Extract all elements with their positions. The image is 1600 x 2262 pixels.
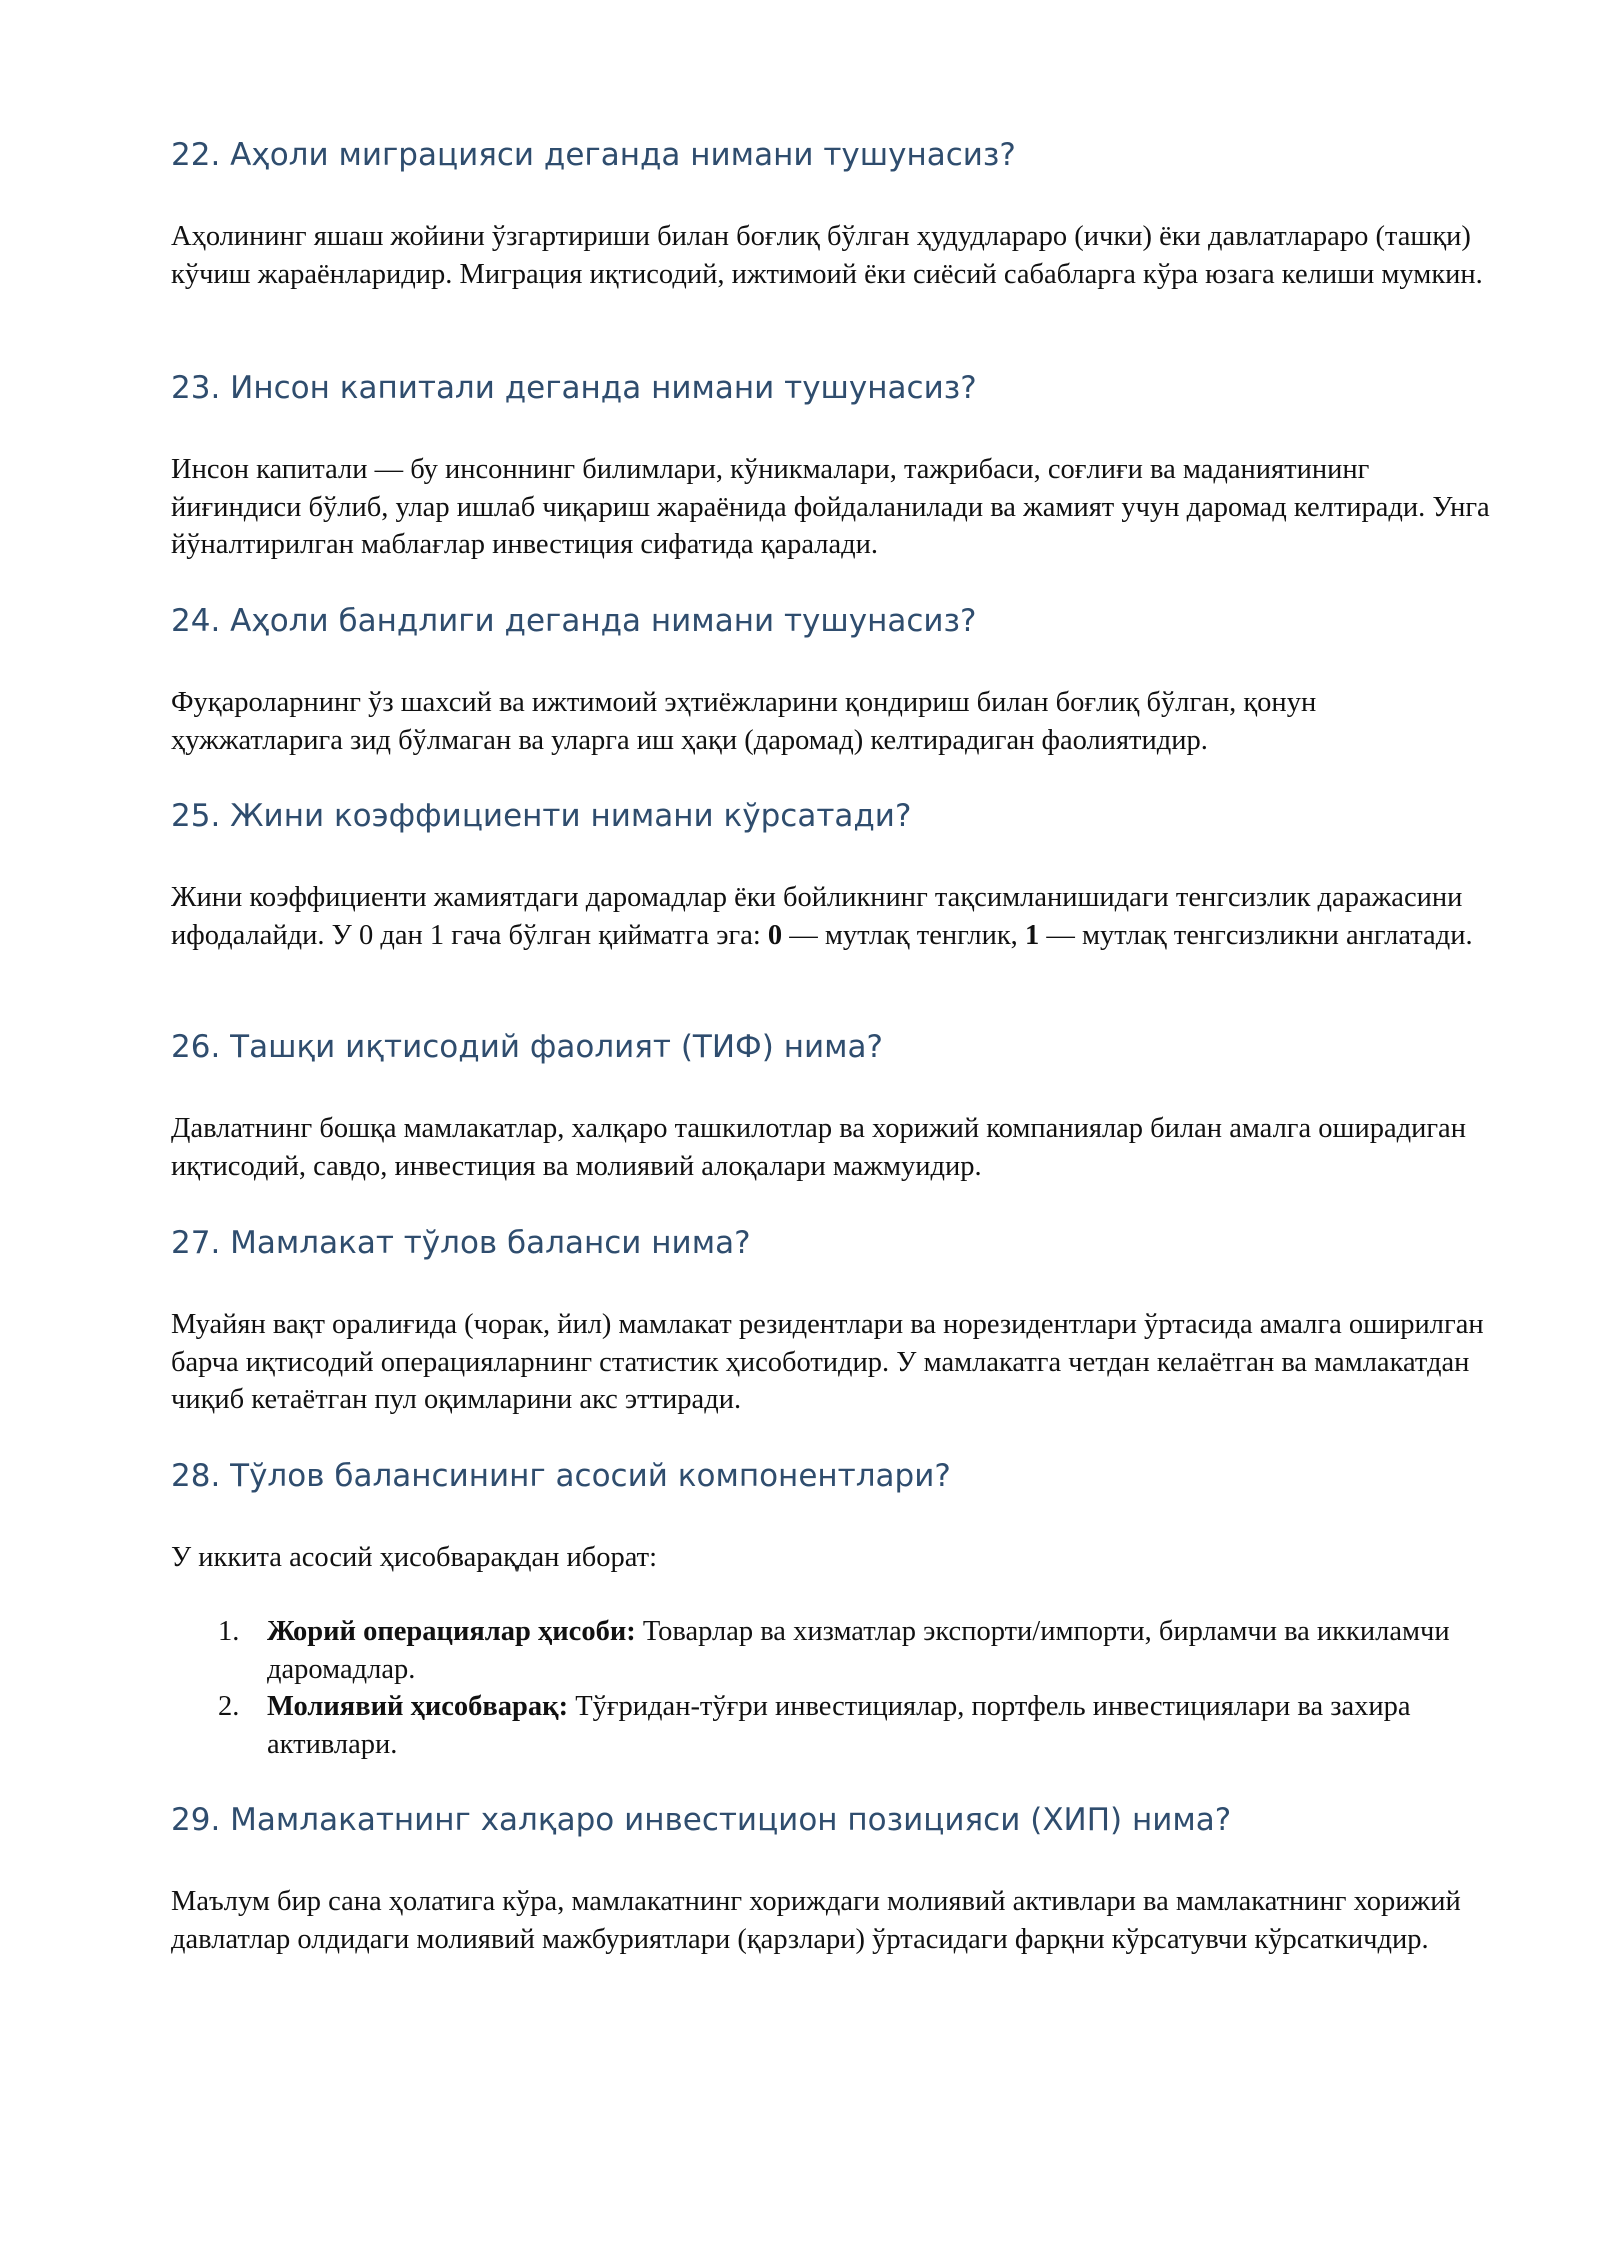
- answer-23: Инсон капитали — бу инсоннинг билимлари, кўникмалари, тажрибаси, соғлиғи ва маданиятининг йиғиндиси бўлиб, улар ишлаб чиқариш жараёнида фойдаланилади ва жамият учун даромад келтиради. Унга йўналтирилган маблағлар инвестиция сифатида қаралади.: [171, 454, 1490, 560]
- question-heading-25: 25. Жини коэффициенти нимани кўрсатади?: [171, 798, 912, 834]
- question-heading-24: 24. Аҳоли бандлиги деганда нимани тушунасиз?: [171, 603, 977, 639]
- list-item: [171, 1688, 1491, 1763]
- answer-25-value-one: 1: [1024, 919, 1040, 951]
- question-heading-29: 29. Мамлакатнинг халқаро инвестицион позицияси (ХИП) нима?: [171, 1802, 1232, 1838]
- answer-26: Давлатнинг бошқа мамлакатлар, халқаро ташкилотлар ва хорижий компаниялар билан амалга оширадиган иқтисодий, савдо, инвестиция ва молиявий алоқалари мажмуидир.: [171, 1113, 1466, 1182]
- answer-28-intro: У иккита асосий ҳисобварақдан иборат:: [171, 1542, 658, 1573]
- components-list: [171, 1613, 1491, 1763]
- answer-25-text-c: — мутлақ тенгсизликни англатади.: [1039, 919, 1473, 951]
- question-heading-23: 23. Инсон капитали деганда нимани тушунасиз?: [171, 370, 977, 406]
- list-term: Молиявий ҳисобварақ:: [267, 1691, 569, 1722]
- question-heading-22: 22. Аҳоли миграцияси деганда нимани тушунасиз?: [171, 137, 1016, 173]
- answer-22: Аҳолининг яшаш жойини ўзгартириши билан боғлиқ бўлган ҳудудлараро (ички) ёки давлатлараро (ташқи) кўчиш жараёнларидир. Миграция иқтисодий, ижтимоий ёки сиёсий сабабларга кўра юзага келиши мумкин.: [171, 221, 1483, 290]
- answer-29: Маълум бир сана ҳолатига кўра, мамлакатнинг хориждаги молиявий активлари ва мамлакатнинг хорижий давлатлар олдидаги молиявий мажбуриятлари (қарзлари) ўртасидаги фарқни кўрсатувчи кўрсаткичдир.: [171, 1886, 1461, 1955]
- question-heading-26: 26. Ташқи иқтисодий фаолият (ТИФ) нима?: [171, 1029, 883, 1065]
- list-number: 1.: [218, 1616, 240, 1647]
- answer-25: [171, 879, 1491, 954]
- list-text: Товарлар ва хизматлар экспорти/импорти, бирламчи ва иккиламчи даромадлар.: [267, 1616, 1450, 1685]
- list-text: Тўғридан-тўғри инвестициялар, портфель инвестициялари ва захира активлари.: [267, 1691, 1411, 1760]
- answer-24: Фуқароларнинг ўз шахсий ва ижтимоий эҳтиёжларини қондириш билан боғлиқ бўлган, қонун ҳужжатларига зид бўлмаган ва уларга иш ҳақи (даромад) келтирадиган фаолиятидир.: [171, 687, 1317, 756]
- answer-25-value-zero: 0: [767, 919, 783, 951]
- answer-27: Муайян вақт оралиғида (чорак, йил) мамлакат резидентлари ва норезидентлари ўртасида амалга оширилган барча иқтисодий операцияларнинг статистик ҳисоботидир. У мамлакатга четдан келаётган ва мамлакатдан чиқиб кетаётган пул оқимларини акс эттиради.: [171, 1309, 1484, 1415]
- list-item: [171, 1613, 1491, 1688]
- question-heading-28: 28. Тўлов балансининг асосий компонентлари?: [171, 1458, 951, 1494]
- answer-25-text-a: Жини коэффициенти жамиятдаги даромадлар ёки бойликнинг тақсимланишидаги тенгсизлик даражасини ифодалайди. У 0 дан 1 гача бўлган қийматга эга:: [171, 882, 1463, 951]
- list-number: 2.: [218, 1691, 240, 1722]
- list-term: Жорий операциялар ҳисоби:: [267, 1616, 636, 1647]
- answer-25-text-b: — мутлақ тенглик,: [782, 919, 1025, 951]
- question-heading-27: 27. Мамлакат тўлов баланси нима?: [171, 1225, 751, 1261]
